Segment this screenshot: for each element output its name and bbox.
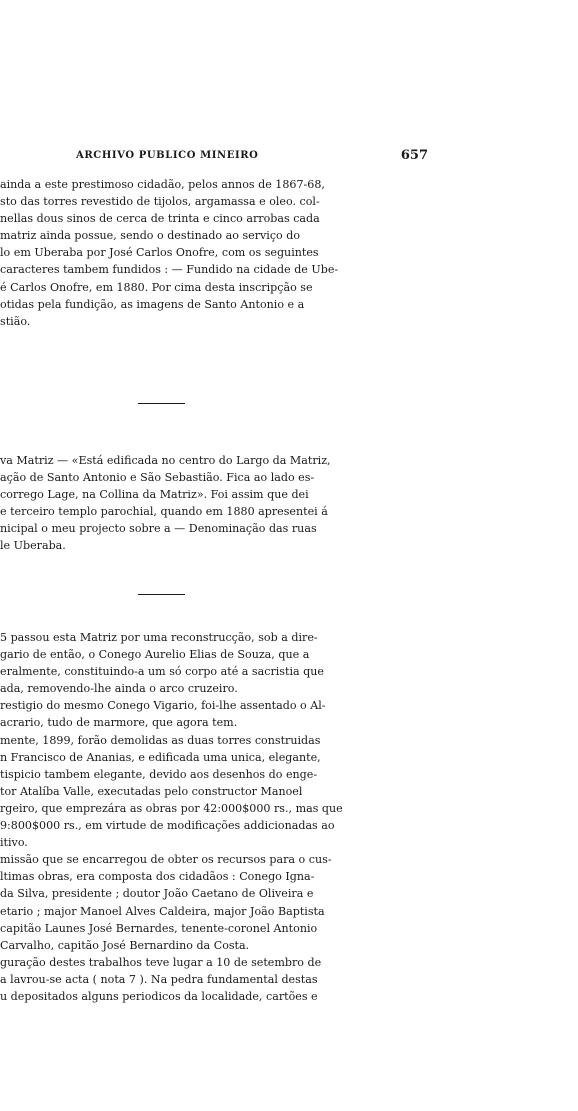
paragraph-block-reconstruction xyxy=(0,629,430,1005)
text-line: restigio do mesmo Conego Vigario, foi-lhe assentado o Al- xyxy=(0,699,326,713)
text-line: rgeiro, que emprezára as obras por 42:000$000 rs., mas que xyxy=(0,801,343,815)
text-line: 5 passou esta Matriz por uma reconstrucção, sob a dire- xyxy=(0,631,318,644)
text-line: etario ; major Manoel Alves Caldeira, major João Baptista xyxy=(0,904,325,918)
text-line: da Silva, presidente ; doutor João Caetano de Oliveira e xyxy=(0,887,314,901)
text-line: corrego Lage, na Collina da Matriz». Foi assim que dei xyxy=(0,488,309,502)
text-line: eralmente, constituindo-a um só corpo até a sacristia que xyxy=(0,665,324,679)
text-line: ltimas obras, era composta dos cidadãos : Conego Igna- xyxy=(0,870,315,884)
text-line: ainda a este prestimoso cidadão, pelos annos de 1867-68, xyxy=(0,178,325,191)
text-line: u depositados alguns periodicos da localidade, cartões e xyxy=(0,989,318,1003)
text-line: va Matriz — «Está edificada no centro do Largo da Matriz, xyxy=(0,454,331,467)
text-line: 9:800$000 rs., em virtude de modificações addicionadas ao xyxy=(0,819,335,833)
text-line: le Uberaba. xyxy=(0,539,66,553)
text-line: gario de então, o Conego Aurelio Elias de Souza, que a xyxy=(0,648,310,662)
text-line: capitão Launes José Bernardes, tenente-coronel Antonio xyxy=(0,921,318,935)
text-line: Carvalho, capitão José Bernardino da Costa. xyxy=(0,938,250,952)
text-line: ação de Santo Antonio e São Sebastião. Fica ao lado es- xyxy=(0,471,315,485)
text-line: guração destes trabalhos teve lugar a 10 de setembro de xyxy=(0,955,322,969)
section-divider xyxy=(138,403,185,404)
text-line: matriz ainda possue, sendo o destinado ao serviço do xyxy=(0,229,301,243)
text-line: nellas dous sinos de cerca de trinta e cinco arrobas cada xyxy=(0,212,320,226)
running-head xyxy=(76,150,428,166)
text-line: sto das torres revestido de tijolos, argamassa e oleo. col- xyxy=(0,195,320,209)
text-line: caracteres tambem fundidos : — Fundido na cidade de Ube- xyxy=(0,263,339,277)
text-line: missão que se encarregou de obter os recursos para o cus- xyxy=(0,853,332,867)
text-line: e terceiro templo parochial, quando em 1880 apresentei á xyxy=(0,505,328,519)
text-line: otidas pela fundição, as imagens de Santo Antonio e a xyxy=(0,297,305,311)
text-line: tispicio tambem elegante, devido aos desenhos do enge- xyxy=(0,767,318,781)
text-line: lo em Uberaba por José Carlos Onofre, com os seguintes xyxy=(0,246,319,260)
text-line: acrario, tudo de marmore, que agora tem. xyxy=(0,716,238,730)
text-line: stião. xyxy=(0,314,31,328)
page-number: 657 xyxy=(400,148,428,163)
paragraph-block-new-matriz xyxy=(0,452,430,555)
text-line: itivo. xyxy=(0,836,28,850)
text-line: ada, removendo-lhe ainda o arco cruzeiro. xyxy=(0,682,238,696)
section-divider xyxy=(138,594,185,595)
text-line: n Francisco de Ananias, e edificada uma unica, elegante, xyxy=(0,750,321,764)
text-line: nicipal o meu projecto sobre a — Denominação das ruas xyxy=(0,522,317,536)
text-line: a lavrou-se acta ( nota 7 ). Na pedra fundamental destas xyxy=(0,972,318,986)
paragraph-block-bells xyxy=(0,176,430,330)
text-line: tor Atalíba Valle, executadas pelo constructor Manoel xyxy=(0,784,303,798)
text-line: é Carlos Onofre, em 1880. Por cima desta inscripção se xyxy=(0,280,313,294)
running-title: ARCHIVO PUBLICO MINEIRO xyxy=(76,150,259,161)
text-line: mente, 1899, forão demolidas as duas torres construidas xyxy=(0,733,321,747)
